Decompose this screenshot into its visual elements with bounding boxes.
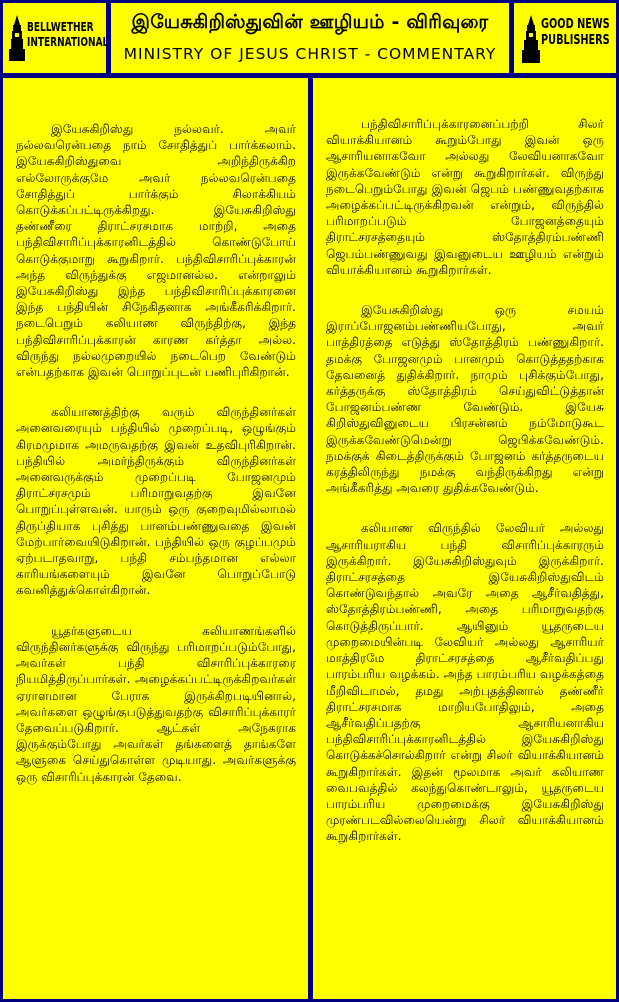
right-column (313, 78, 616, 999)
paragraph: கலியாண விருந்தில் லேவியர் அல்லது ஆசாரியராகிய பந்தி விசாரிப்புக்காரரும் இருக்கிறார். இயேசுகிறிஸ்துவும் இருக்கிறார். திராட்சரசத்தை இயேசுகிறிஸ்துவிடம் கொண்டுவந்தால் அவரே அதை ஆசீர்வதித்து, ஸ்தோத்திரம்பண்ணி, அதை பரிமாறுவதற்கு கொடுத்திருப்பார். ஆயினும் யூதருடைய முறைமையின்படி லேவியர் அல்லது ஆசாரியர் மாத்திரமே திராட்சரசத்தை ஆசீர்வதிப்பது பாரம்பரிய வழக்கம். அந்த பாரம்பரிய வழக்கத்தை மீறிவிடாமல், தமது அற்புதத்தினால் தண்ணீர் திராட்சரசமாக மாறியபோதிலும், அதை ஆசீர்வதிப்பதற்கு ஆசாரியனாகிய பந்திவிசாரிப்புக்காரனிடத்தில் இயேசுகிறிஸ்து கொடுக்கச்சொல்கிறார் என்று சிலர் வியாக்கியானம் கூறுகிறார்கள். இதன் மூலமாக அவர் கலியாண வைபவத்தில் கலந்துகொண்டாலும், யூதருடைய பாரம்பரிய முறைமைக்கு இயேசுகிறிஸ்து முரண்படவில்லையென்று சிலர் வியாக்கியானம் கூறுகிறார்கள். (326, 521, 604, 844)
paragraph: பந்திவிசாரிப்புக்காரனைப்பற்றி சிலர் வியாக்கியானம் கூறும்போது இவன் ஒரு ஆசாரியனாகவோ அல்லது லேவியனாகவோ இருக்கவேண்டும் என்று கூறுகிறார்கள். விருந்து நடைபெறும்போது இவன் ஜெபம் பண்ணுவதற்காக அழைக்கப்பட்டிருக்கிறவன் என்றும், விருந்தில் பரிமாறப்படும் போஜனத்தையும் திராட்சரசத்தையும் ஸ்தோத்திரம்பண்ணி ஜெபம்பண்ணுவது இவனுடைய ஊழியம் என்றும் வியாக்கியானம் கூறுகிறார்கள். (326, 117, 604, 277)
paragraph: இயேசுகிறிஸ்து நல்லவர். அவர் நல்லவரென்பதை நாம் சோதித்துப் பார்க்கலாம். இயேசுகிறிஸ்துவை அறிந்திருக்கிற எல்லோருக்குமே அவர் நல்லவரென்பதை சோதித்துப் பார்க்கும் சிலாக்கியம் கொடுக்கப்பட்டிருக்கிறது. இயேசுகிறிஸ்து தண்ணீரை திராட்சரசமாக மாற்றி, அதை பந்திவிசாரிப்புக்காரனிடத்தில் கொண்டுபோய் கொடுக்குமாறு கூறுகிறார். பந்திவிசாரிப்புக்காரன் அந்த விருந்துக்கு எஜமானல்ல. என்றாலும் இயேசுகிறிஸ்து இந்த பந்திவிசாரிப்புக்காரனை இந்த பந்தியின் சிநேகிதனாக அங்கீகரிக்கிறார். நடைபெறும் கலியாண விருந்திற்கு, இந்த பந்திவிசாரிப்புக்காரன் காரண கர்த்தா அல்ல. விருந்து நல்லமுறையில் நடைபெற வேண்டும் என்பதற்காக இவன் பொறுப்புடன் பணிபுரிகிறான். (16, 122, 296, 380)
right-logo-line-2: PUBLISHERS (541, 33, 610, 48)
paragraph: யூதர்களுடைய கலியாணங்களில் விருந்தினர்களுக்கு விருந்து பரிமாறப்படும்போது, அவர்கள் பந்தி விசாரிப்புக்காரரை நியமித்திருப்பார்கள். அழைக்கப்பட்டிருக்கிறவர்கள் ஏராளமான பேராக இருக்கிறபடியினால், அவர்களை ஒழுங்குபடுத்துவதற்கு விசாரிப்புக்காரர் தேவைப்படுகிறார். ஆட்கள் அநேகராக இருக்கும்போது அவர்கள் தங்களைத் தாங்களே ஆளுகை செய்துகொள்ள முடியாது. அவர்களுக்கு ஒரு விசாரிப்புக்காரன் தேவை. (16, 623, 296, 784)
left-logo-line-2: INTERNATIONAL (27, 35, 109, 49)
right-logo-line-1: GOOD NEWS (541, 17, 610, 32)
bellwether-logo (3, 3, 109, 73)
title-banner (111, 3, 509, 73)
paragraph: இயேசுகிறிஸ்து ஒரு சமயம் இராப்போஜனம்பண்ணியபோது, அவர் பாத்திரத்தை எடுத்து ஸ்தோத்திரம் பண்ணுகிறார். தமக்கு போஜனமும் பானமும் கொடுத்ததற்காக தேவனைத் துதிக்கிறார். நாமும் புசிக்கும்போது, கர்த்தருக்கு ஸ்தோத்திரம் செய்துவிட்டுத்தான் போஜனம்பண்ண வேண்டும். இயேசு கிறிஸ்துவினுடைய பிரசன்னம் நம்மோடுகூட இருக்கவேண்டுமென்று ஜெபிக்கவேண்டும். நமக்குக் கிடைத்திருக்கும் போஜனம் கர்த்தருடைய கரத்திலிருந்து நமக்கு வந்திருக்கிறது என்று அங்கீகரித்து அவரை துதிக்கவேண்டும். (326, 303, 604, 496)
good-news-logo (514, 3, 616, 73)
page-title-tamil: இயேசுகிறிஸ்துவின் ஊழியம் - விரிவுரை (131, 11, 489, 33)
paragraph: கலியாணத்திற்கு வரும் விருந்தினர்கள் அனைவரையும் பந்தியில் முறைப்படி, ஒழுங்கும் கிரமமுமாக அமருவதற்கு இவன் உதவிபுரிகிறான். பந்தியில் அமர்ந்திருக்கும் விருந்தினர்கள் அனைவருக்கும் முறைப்படி போஜனமும் திராட்சரசமும் பரிமாறுவதற்கு இவனே பொறுப்புள்ளவன். யாரும் ஒரு குறைவுமில்லாமல் திருப்தியாக புசித்து பானம்பண்ணுவதை இவன் மேற்பார்வையிடுகிறான். பந்தியில் ஒரு குழப்பமும் ஏற்படாதவாறு, பந்தி சம்பந்தமான எல்லா காரியங்களையும் இவனே பொறுப்போடு கவனித்துக்கொள்கிறான். (16, 405, 296, 598)
left-column (3, 78, 308, 999)
left-logo-line-1: BELLWETHER (27, 20, 94, 34)
bell-tower-icon (522, 15, 540, 63)
page-title-english: MINISTRY OF JESUS CHRIST - COMMENTARY (123, 45, 497, 63)
bell-tower-icon (9, 15, 25, 61)
